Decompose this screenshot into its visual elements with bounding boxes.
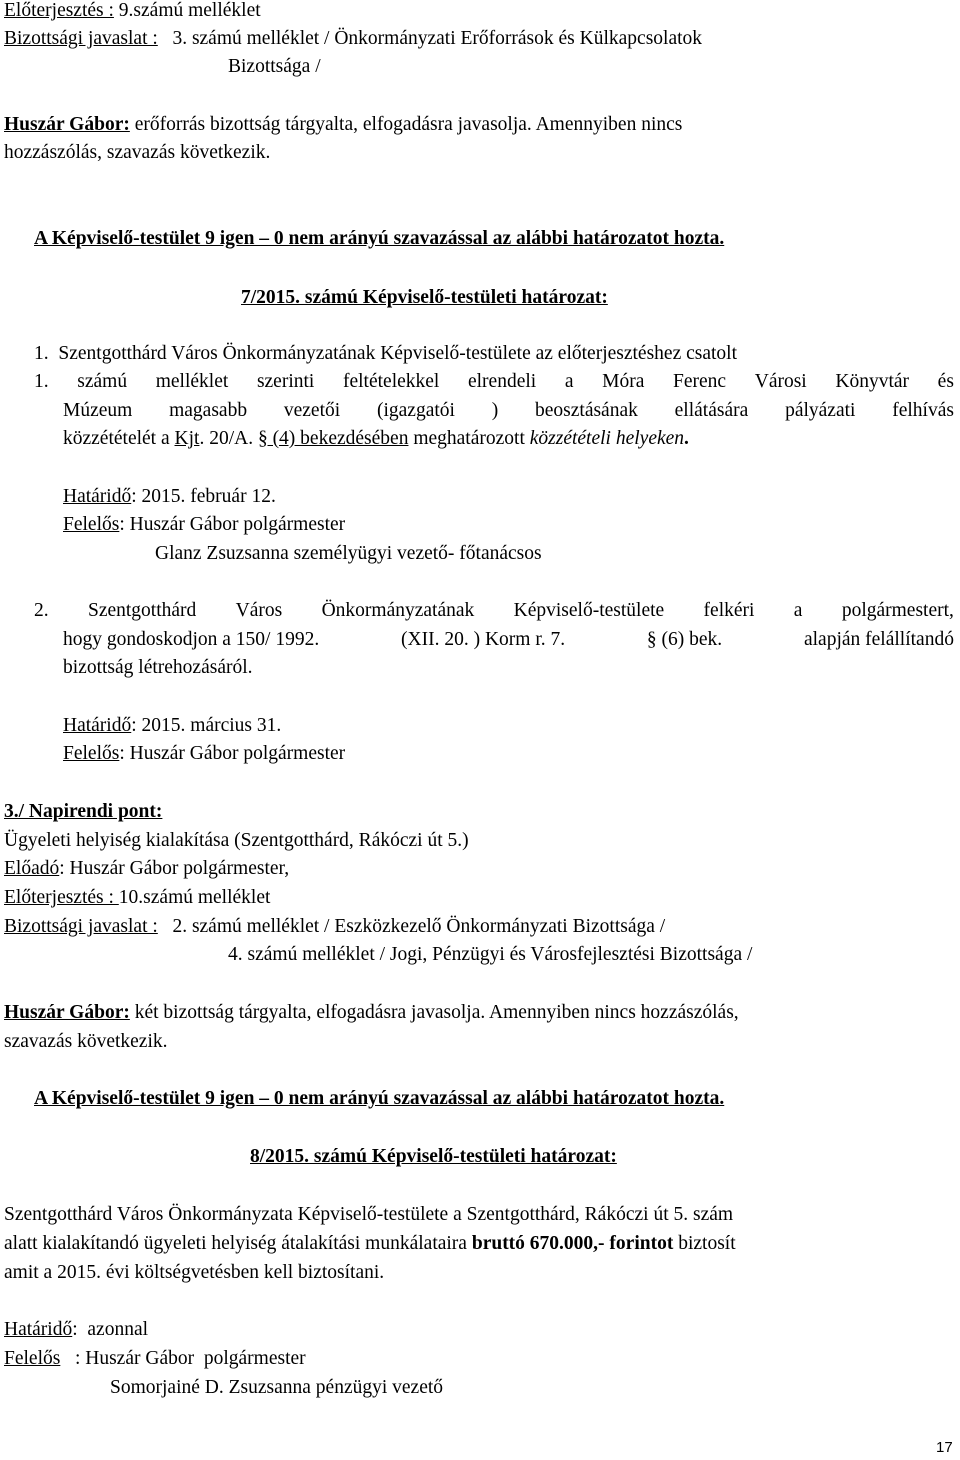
body-line3: amit a 2015. évi költségvetésben kell biztosítani. bbox=[4, 1262, 385, 1283]
submission-value: 10.számú melléklet bbox=[118, 887, 271, 908]
responsible-label: Felelős bbox=[63, 743, 120, 764]
t: biztosít bbox=[673, 1233, 736, 1254]
committee-continuation: Bizottsága / bbox=[228, 56, 321, 77]
t: meghatározott bbox=[408, 428, 530, 449]
item2-line2 bbox=[63, 628, 954, 652]
w: ) bbox=[491, 400, 499, 421]
responsible2 bbox=[63, 742, 345, 766]
responsible-value: : Huszár Gábor polgármester bbox=[60, 1348, 306, 1369]
w: szerinti bbox=[256, 371, 315, 392]
w: a bbox=[793, 600, 803, 621]
speaker-name: Huszár Gábor: bbox=[4, 1002, 130, 1023]
committee-value: 2. számú melléklet / Eszközkezelő Önkormányzati Bizottsága / bbox=[157, 916, 666, 937]
t: közzétételi helyeken bbox=[529, 428, 685, 449]
body-line1: Szentgotthárd Város Önkormányzata Képviselő-testülete a Szentgotthárd, Rákóczi út 5. szám bbox=[4, 1204, 734, 1225]
item1-line4 bbox=[63, 427, 689, 451]
speaker-line bbox=[4, 113, 682, 137]
committee-label: Bizottsági javaslat : bbox=[4, 916, 158, 937]
submission-value: 9.számú melléklet bbox=[113, 0, 261, 21]
w: (igazgatói bbox=[376, 400, 455, 421]
committee-value2: 4. számú melléklet / Jogi, Pénzügyi és Városfejlesztési Bizottsága / bbox=[228, 944, 753, 965]
responsible-label: Felelős bbox=[63, 514, 120, 535]
presenter-value: : Huszár Gábor polgármester, bbox=[59, 858, 290, 879]
deadline-value: : 2015. február 12. bbox=[131, 486, 276, 507]
t: közzétételét a bbox=[63, 428, 175, 449]
w: Könyvtár bbox=[835, 371, 910, 392]
w: magasabb bbox=[169, 400, 248, 421]
presenter-line bbox=[4, 857, 289, 881]
t: hogy gondoskodjon a 150/ 1992. bbox=[63, 629, 320, 650]
w: Ferenc bbox=[673, 371, 727, 392]
item1-line1: 1. Szentgotthárd Város Önkormányzatának Képviselő-testülete az előterjesztéshez csatolt bbox=[34, 343, 738, 364]
committee-line bbox=[4, 915, 665, 939]
w: melléklet bbox=[155, 371, 229, 392]
speaker-text: két bizottság tárgyalta, elfogadásra javasolja. Amennyiben nincs hozzászólás, bbox=[129, 1002, 739, 1023]
responsible-value: : Huszár Gábor polgármester bbox=[119, 743, 346, 764]
w: Városi bbox=[754, 371, 807, 392]
deadline-value: : 2015. március 31. bbox=[131, 715, 282, 736]
speaker-line bbox=[4, 1001, 739, 1025]
responsible-second: Somorjainé D. Zsuzsanna pénzügyi vezető bbox=[110, 1377, 444, 1398]
w: Móra bbox=[602, 371, 645, 392]
t: . 20/A. bbox=[199, 428, 258, 449]
committee-line bbox=[4, 27, 702, 51]
w: beosztásának bbox=[535, 400, 638, 421]
committee-label: Bizottsági javaslat : bbox=[4, 28, 158, 49]
w: és bbox=[937, 371, 954, 392]
w: Város bbox=[235, 600, 283, 621]
resolution-title bbox=[241, 286, 608, 310]
speaker-text-cont: szavazás következik. bbox=[4, 1031, 168, 1052]
agenda-heading: 3./ Napirendi pont: bbox=[4, 801, 163, 822]
t: . bbox=[684, 428, 689, 449]
body-line2 bbox=[4, 1232, 736, 1256]
responsible1 bbox=[63, 513, 345, 537]
deadline-label: Határidő bbox=[63, 486, 132, 507]
responsible-label: Felelős bbox=[4, 1348, 61, 1369]
responsible1-second: Glanz Zsuzsanna személyügyi vezető- főtanácsos bbox=[155, 543, 542, 564]
kjt-link: Kjt bbox=[174, 428, 200, 449]
w: felkéri bbox=[703, 600, 755, 621]
w: ellátására bbox=[674, 400, 749, 421]
paragraph-ref: § (4) bekezdésében bbox=[257, 428, 409, 449]
t: alapján felállítandó bbox=[803, 629, 954, 650]
resolution-title-text: 7/2015. számú Képviselő-testületi határozat: bbox=[241, 287, 608, 308]
responsible-value: : Huszár Gábor polgármester bbox=[119, 514, 346, 535]
w: pályázati bbox=[785, 400, 856, 421]
vote-statement: A Képviselő-testület 9 igen – 0 nem arányú szavazással az alábbi határozatot hozta. bbox=[34, 1088, 725, 1109]
w: vezetői bbox=[283, 400, 341, 421]
w: Képviselő-testülete bbox=[513, 600, 665, 621]
item1-line3 bbox=[63, 399, 954, 423]
submission-label: Előterjesztés : bbox=[4, 0, 114, 21]
speaker-text: erőforrás bizottság tárgyalta, elfogadásra javasolja. Amennyiben nincs bbox=[129, 114, 683, 135]
item2-line3: bizottság létrehozásáról. bbox=[63, 657, 253, 678]
submission-line bbox=[4, 0, 261, 23]
submission-label: Előterjesztés : bbox=[4, 887, 119, 908]
deadline-label: Határidő bbox=[63, 715, 132, 736]
page-number: 17 bbox=[936, 1439, 953, 1456]
w: polgármestert, bbox=[841, 600, 954, 621]
w: felhívás bbox=[892, 400, 954, 421]
deadline2 bbox=[63, 714, 281, 738]
presenter-label: Előadó bbox=[4, 858, 60, 879]
submission-line bbox=[4, 886, 270, 910]
vote-statement: A Képviselő-testület 9 igen – 0 nem arányú szavazással az alábbi határozatot hozta. bbox=[34, 228, 725, 249]
deadline1 bbox=[63, 485, 276, 509]
w: számú bbox=[77, 371, 128, 392]
resolution-title: 8/2015. számú Képviselő-testületi határozat: bbox=[250, 1146, 617, 1167]
item2-line1 bbox=[34, 599, 954, 623]
w: a bbox=[564, 371, 574, 392]
w: Önkormányzatának bbox=[321, 600, 475, 621]
responsible bbox=[4, 1347, 306, 1371]
agenda-topic: Ügyeleti helyiség kialakítása (Szentgotthárd, Rákóczi út 5.) bbox=[4, 830, 469, 851]
amount: bruttó 670.000,- forintot bbox=[471, 1233, 674, 1254]
t: alatt kialakítandó ügyeleti helyiség átalakítási munkálataira bbox=[4, 1233, 472, 1254]
w: 1. bbox=[34, 371, 49, 392]
deadline-label: Határidő bbox=[4, 1319, 73, 1340]
committee-value: 3. számú melléklet / Önkormányzati Erőforrások és Külkapcsolatok bbox=[157, 28, 703, 49]
deadline-value: : azonnal bbox=[72, 1319, 149, 1340]
speaker-text-cont: hozzászólás, szavazás következik. bbox=[4, 142, 271, 163]
t: (XII. 20. ) Korm r. 7. bbox=[401, 629, 566, 650]
t: § (6) bek. bbox=[646, 629, 723, 650]
w: Szentgotthárd bbox=[87, 600, 197, 621]
speaker-name: Huszár Gábor: bbox=[4, 114, 130, 135]
deadline bbox=[4, 1318, 148, 1342]
w: Múzeum bbox=[63, 400, 133, 421]
item1-line2 bbox=[34, 370, 954, 394]
w: 2. bbox=[34, 600, 49, 621]
w: feltételekkel bbox=[342, 371, 440, 392]
w: elrendeli bbox=[467, 371, 537, 392]
